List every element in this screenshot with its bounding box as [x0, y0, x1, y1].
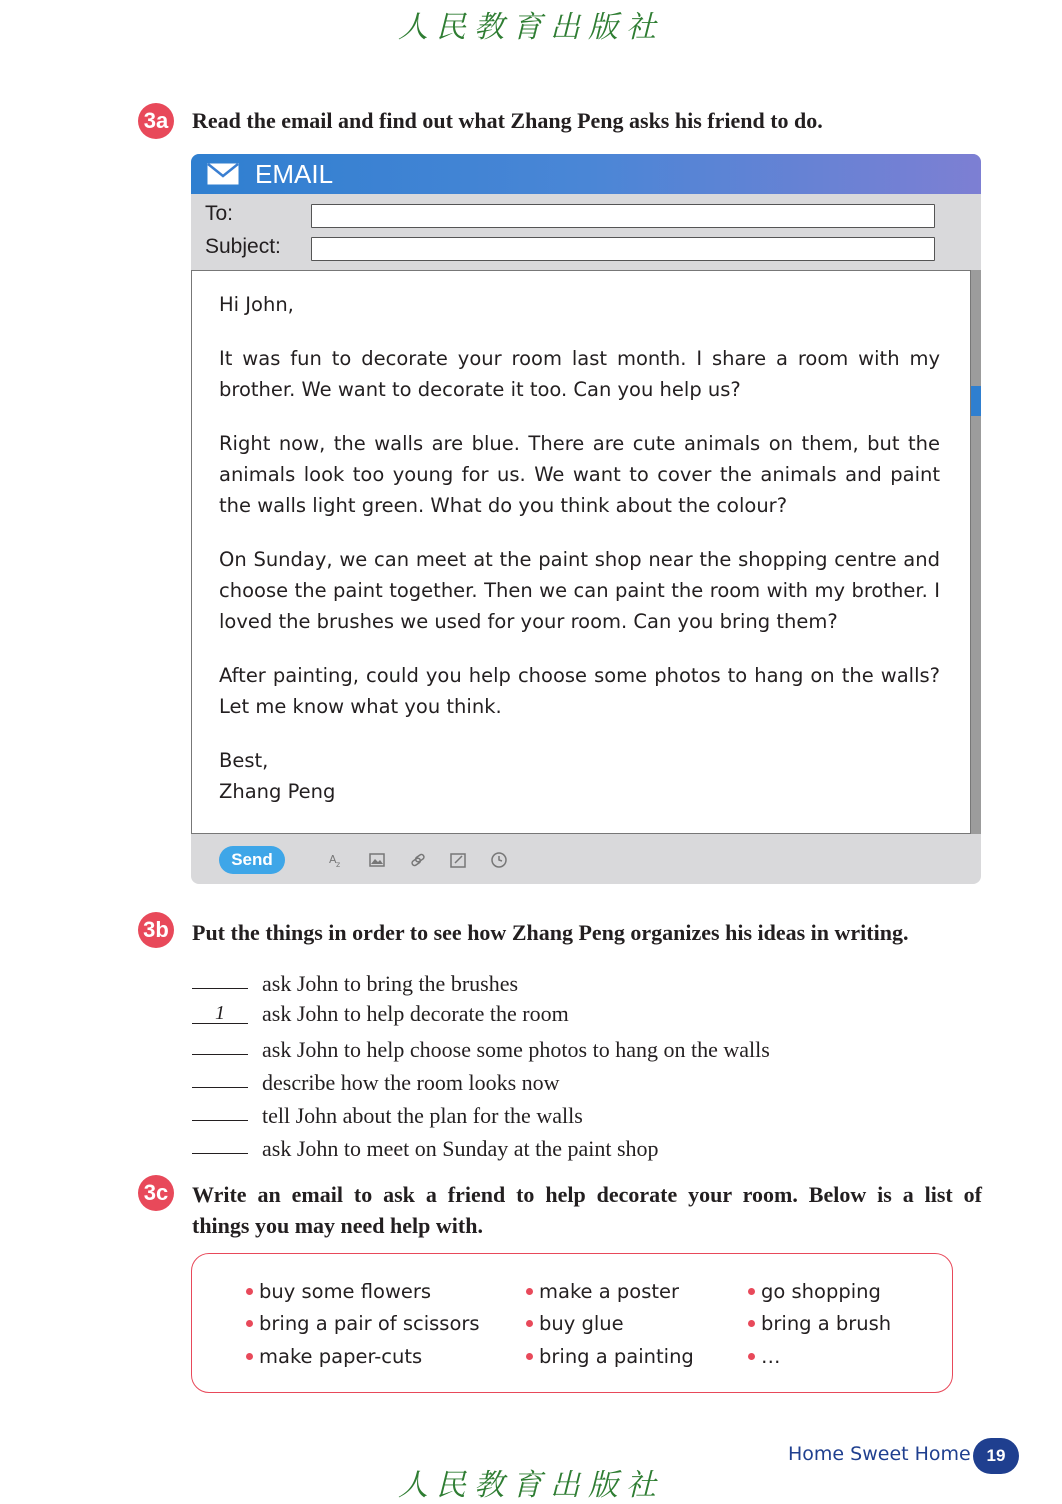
subject-label: Subject: [205, 235, 281, 258]
to-label: To: [205, 202, 234, 225]
bullet-dot [246, 1320, 253, 1327]
email-paragraph: After painting, could you help choose some photos to hang on the walls? Let me know what you think. [219, 664, 940, 718]
bullet-dot [526, 1353, 533, 1360]
email-paragraph: It was fun to decorate your room last month. I share a room with my brother. We want to decorate it too. Can you help us? [219, 347, 940, 401]
bullet-dot [748, 1353, 755, 1360]
help-item: bring a pair of scissors [246, 1312, 480, 1335]
unit-title: Home Sweet Home [788, 1443, 971, 1465]
help-item: … [748, 1345, 781, 1368]
order-list [192, 964, 992, 1162]
help-item: bring a brush [748, 1312, 891, 1335]
page-number: 19 [973, 1438, 1019, 1474]
publisher-logo-bottom: 人民教育出版社 [398, 1468, 664, 1503]
help-item: make paper-cuts [246, 1345, 422, 1368]
section-3c-title-line1: Write an email to ask a friend to help decorate your room. Below is a list of [192, 1182, 982, 1207]
section-3a-title: Read the email and find out what Zhang Peng asks his friend to do. [192, 108, 823, 133]
order-blank[interactable]: 1 [192, 997, 248, 1024]
order-item-text: ask John to help choose some photos to hang on the walls [262, 1037, 770, 1062]
bullet-dot [246, 1288, 253, 1295]
to-field[interactable] [311, 204, 935, 228]
bullet-dot [526, 1320, 533, 1327]
list-item [192, 1030, 992, 1063]
link-icon[interactable] [409, 851, 427, 869]
help-item: buy glue [526, 1312, 624, 1335]
email-signature: Zhang Peng [219, 780, 336, 803]
publisher-logo-top: 人民教育出版社 [398, 10, 664, 45]
list-item [192, 1063, 992, 1096]
section-3c-badge: 3c [138, 1175, 174, 1211]
section-3c-title-line2: things you may need help with. [192, 1213, 483, 1238]
subject-field[interactable] [311, 237, 935, 261]
list-item [192, 964, 992, 997]
help-list-box [191, 1253, 953, 1393]
bullet-dot [748, 1320, 755, 1327]
order-item-text: ask John to help decorate the room [262, 1001, 569, 1026]
help-item: make a poster [526, 1280, 679, 1303]
list-item [192, 997, 992, 1030]
email-scrollbar[interactable] [971, 270, 981, 834]
order-item-text: ask John to bring the brushes [262, 971, 519, 996]
email-body[interactable] [191, 270, 971, 834]
email-toolbar [191, 836, 981, 884]
email-signoff: Best, [219, 749, 269, 772]
order-blank[interactable] [192, 1028, 248, 1055]
svg-text:z: z [336, 860, 341, 869]
help-item: bring a painting [526, 1345, 694, 1368]
image-icon[interactable] [368, 851, 386, 869]
section-3a-badge: 3a [138, 103, 174, 139]
order-blank[interactable] [192, 1127, 248, 1154]
send-button[interactable]: Send [219, 846, 285, 874]
section-3b-badge: 3b [138, 912, 174, 948]
scrollbar-thumb[interactable] [971, 386, 981, 416]
help-item: go shopping [748, 1280, 881, 1303]
envelope-icon [207, 163, 239, 185]
email-title: EMAIL [255, 158, 334, 189]
bullet-dot [246, 1353, 253, 1360]
order-item-text: ask John to meet on Sunday at the paint shop [262, 1136, 659, 1161]
email-paragraph: Right now, the walls are blue. There are cute animals on them, but the animals look too young for us. We want to cover the animals and paint the walls light green. What do you think about the colour? [219, 432, 940, 517]
order-blank[interactable] [192, 962, 248, 989]
email-window [191, 154, 981, 884]
svg-text:A: A [329, 853, 337, 866]
order-item-text: describe how the room looks now [262, 1070, 560, 1095]
text-format-icon[interactable] [327, 851, 345, 869]
list-item [192, 1096, 992, 1129]
order-item-text: tell John about the plan for the walls [262, 1103, 583, 1128]
list-item [192, 1129, 992, 1162]
order-blank[interactable] [192, 1094, 248, 1121]
email-header [191, 154, 981, 194]
edit-icon[interactable] [449, 851, 467, 869]
section-3b-title: Put the things in order to see how Zhang Peng organizes his ideas in writing. [192, 920, 909, 945]
help-item: buy some flowers [246, 1280, 431, 1303]
email-greeting: Hi John, [219, 293, 294, 316]
bullet-dot [526, 1288, 533, 1295]
bullet-dot [748, 1288, 755, 1295]
clock-icon[interactable] [490, 851, 508, 869]
order-blank[interactable] [192, 1061, 248, 1088]
email-paragraph: On Sunday, we can meet at the paint shop near the shopping centre and choose the paint together. Then we can paint the room with my brother. I loved the brushes we used for your room. Can you bring them? [219, 548, 940, 633]
